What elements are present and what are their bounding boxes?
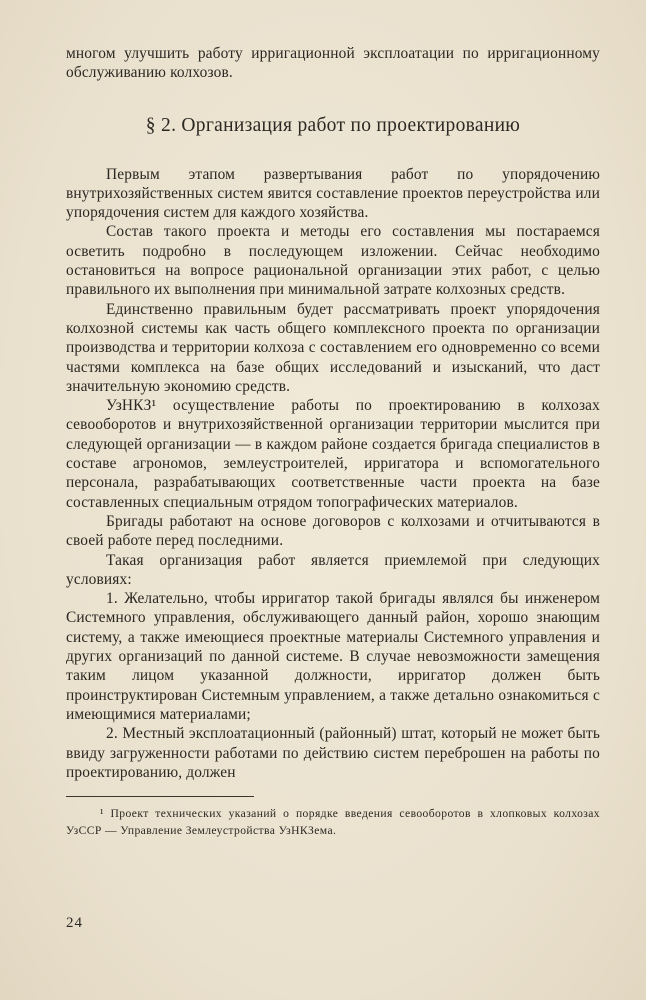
continued-text: многом улучшить работу ирригационной эксплоатации по ирригационному обслуживанию колхозов.: [66, 45, 600, 82]
paragraph-5: Бригады работают на основе договоров с колхозами и отчитываются в своей работе перед последними.: [66, 512, 600, 550]
paragraph-3: Единственно правильным будет рассматривать проект упорядочения колхозной системы как часть общего комплексного проекта по организации производства и территории колхоза с составлением его одновременно со всеми частями комплекса на базе общих исследований и изысканий, что даст значительную экономию средств.: [66, 300, 600, 395]
paragraph-7: 1. Желательно, чтобы ирригатор такой бригады являлся бы инженером Системного управления, обслуживающего данный район, хорошо знающим систему, а также имеющиеся проектные материалы Системного управления и других организаций по данной системе. В случае невозможности замещения таким лицом указанной должности, ирригатор должен быть проинструктирован Системным управлением, а также детально ознакомиться с имеющимися материалами;: [66, 590, 600, 723]
paragraph-1: Первым этапом развертывания работ по упорядочению внутрихозяйственных систем явится составление проектов переустройства или упорядочения систем для каждого хозяйства.: [66, 165, 600, 222]
page-content: [66, 44, 600, 839]
paragraph-8: 2. Местный эксплоатационный (районный) штат, который не может быть ввиду загруженности работами по действию систем переброшен на работы по проектированию, должен: [66, 725, 600, 781]
footnote: ¹ Проект технических указаний о порядке введения севооборотов в хлопковых колхозах УзССР — Управление Землеустройства УзНКЗема.: [66, 807, 600, 838]
paragraph-6: Такая организация работ является приемлемой при следующих условиях:: [66, 551, 600, 588]
footnote-divider: [66, 796, 254, 797]
paragraph-4: УзНКЗ¹ осуществление работы по проектированию в колхозах севооборотов и внутрихозяйственной организации территории мыслится при следующей организации — в каждом районе создается бригада специалистов в составе агрономов, землеустроителей, ирригатора и вспомогательного персонала, разрабатывающих соответственные части проекта на базе составленных специальным отрядом топографических материалов.: [66, 397, 600, 511]
section-heading: § 2. Организация работ по проектированию: [145, 114, 521, 136]
page-number: 24: [66, 915, 83, 931]
paragraph-2: Состав такого проекта и методы его составления мы постараемся осветить подробно в последующем изложении. Сейчас необходимо остановиться на вопросе рациональной организации этих работ, с целью правильного их выполнения при минимальной затрате колхозных средств.: [66, 223, 600, 299]
